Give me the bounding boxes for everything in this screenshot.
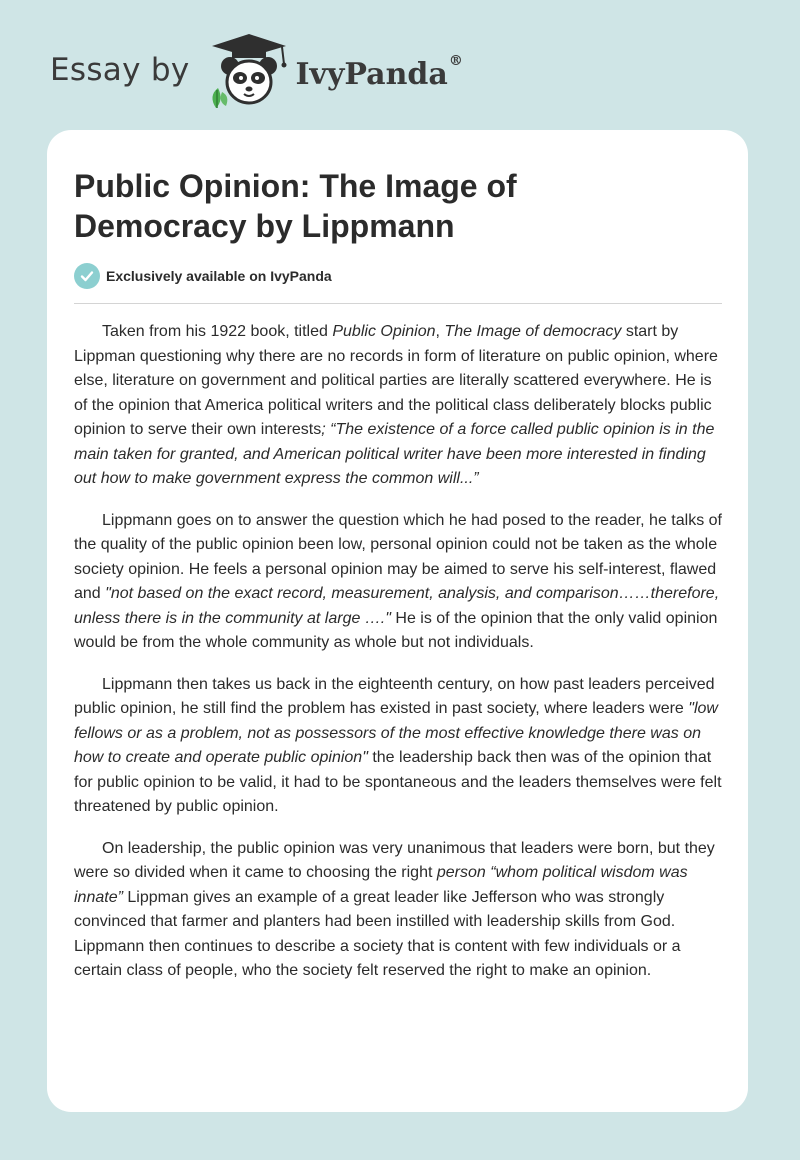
paragraph-text-run: Taken from his 1922 book, titled [102,323,333,340]
exclusive-badge [74,263,332,289]
panda-graduate-logo-icon[interactable] [204,30,294,110]
paragraph-italic-run: "not based on the exact record, measurement, analysis, and comparison……therefore, unless there is in the community at large …." [74,585,720,627]
page-title: Public Opinion: The Image of Democracy by Lippmann [74,168,517,244]
paragraph-italic-run: "low fellows or as a problem, not as possessors of the most effective knowledge there was on how to create and operate public opinion" [74,700,718,766]
article-paragraph [74,837,726,984]
article-body [74,320,726,1001]
exclusive-badge-text: Exclusively available on IvyPanda [106,268,332,284]
paragraph-text-run: the leadership back then was of the opinion that for public opinion to be valid, it had to be spontaneous and the leaders themselves were felt threatened by public opinion. [74,749,722,815]
brand-name-text: IvyPanda [295,56,448,92]
paragraph-text-run: Lippmann then takes us back in the eighteenth century, on how past leaders perceived public opinion, he still find the problem has existed in past society, where leaders were [74,675,715,717]
brand-name[interactable] [295,52,463,92]
essay-by-label: Essay by [50,52,190,88]
paragraph-text-run: He is of the opinion that the only valid opinion would be from the whole community as whole but not individuals. [74,609,718,651]
registered-mark: ® [448,52,463,69]
paragraph-italic-run: The Image of democracy [444,323,622,340]
paragraph-text-run: Lippman gives an example of a great leader like Jefferson who was strongly convinced that farmer and planters had been instilled with leadership skills from God. Lippmann then continues to describe a society that is content with few individuals or a certain class of people, who the society felt reserved the right to make an opinion. [74,888,681,979]
site-header [50,30,463,110]
paragraph-text-run: On leadership, the public opinion was very unanimous that leaders were born, but they were so divided when it came to choosing the right [74,839,715,881]
article-paragraph [74,673,726,820]
paragraph-text-run: start by Lippman questioning why there are no records in form of literature on public opinion, where else, literature on government and political parties are literally scattered everywhere. He is of the opinion that America political writers and the political class deliberately blocks public opinion to serve their own interests [74,323,718,438]
paragraph-text-run: , [435,323,445,340]
divider [74,303,722,304]
paragraph-italic-run: Public Opinion [332,323,436,340]
article-paragraph [74,509,726,656]
paragraph-italic-run: person “whom political wisdom was innate” [74,864,688,906]
check-icon [74,263,100,289]
article-paragraph [74,320,726,492]
paragraph-italic-run: ; “The existence of a force called public opinion is in the main taken for granted, and American political writer have been more interested in finding out how to make government express the common will...” [74,421,715,487]
essay-card [47,130,748,1112]
paragraph-text-run: Lippmann goes on to answer the question which he had posed to the reader, he talks of the quality of the public opinion been low, personal opinion could not be taken as the whole society opinion. He feels a personal opinion may be aimed to serve his self-interest, flawed and [74,511,722,602]
